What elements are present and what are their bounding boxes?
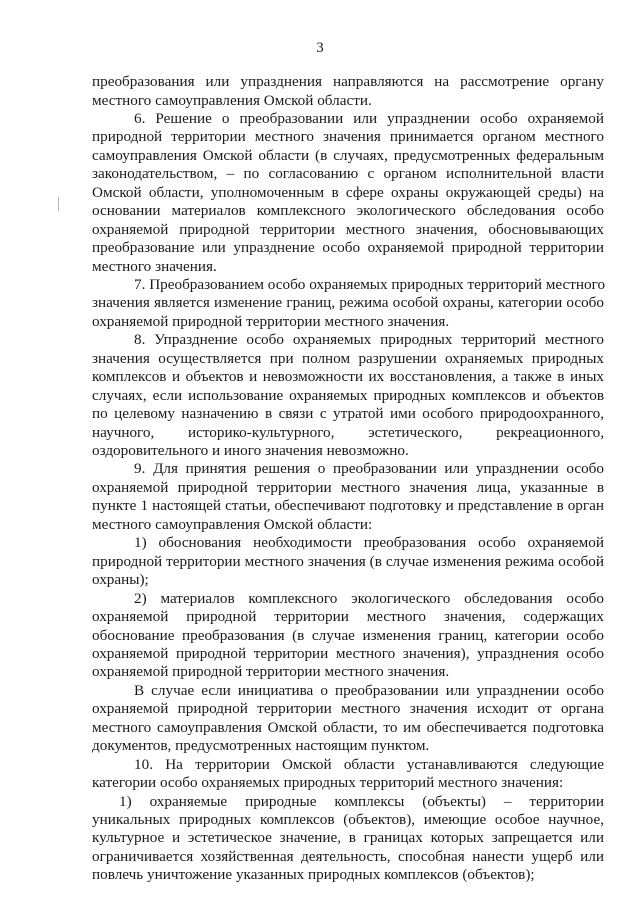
text-line: категории особо охраняемых природных территорий местного значения: [92,774,564,792]
text-line: охраняемой природной территории местного значения исходит от органа [92,700,604,718]
text-line: обоснование преобразования (в случае изменения границ, категории особо [92,626,604,644]
text-line: 2) материалов комплексного экологического обследования особо [134,589,604,607]
text-line: местного самоуправления Омской области: [92,515,373,533]
text-line: природной территории местного значения (в случае изменения режима особой [92,552,604,570]
text-line: самоуправления Омской области (в случаях, предусмотренных федеральным [92,146,604,164]
text-line: Омской области, уполномоченным в сфере охраны окружающей среды) на [92,183,604,201]
text-line: охраняемой природной территории местного значения, содержащих [92,608,604,625]
text-line: культурное и эстетическое значение, в границах которых запрещается или [92,829,604,847]
text-line: охраняемой природной территории местного значения, обосновывающих [92,220,604,238]
text-line: 9. Для принятия решения о преобразовании или упразднении особо [134,460,604,478]
text-line: оздоровительного и иного значения невозможно. [92,442,409,459]
text-line: охраняемой природной территории местного значения. [92,312,450,330]
text-line: значения осуществляется при полном разрушении охраняемых природных [92,349,604,367]
text-line: охраны); [92,571,149,589]
text-line: случаях, если использование охраняемых природных комплексов и объектов [92,386,604,404]
text-line: 1) обоснования необходимости преобразования особо охраняемой [134,534,604,552]
text-line: научного, историко-культурного, эстетического, рекреационного, [92,423,604,441]
text-line: по целевому назначению в связи с утратой ими особого природоохранного, [92,405,604,423]
text-line: значения является изменение границ, режима особой охраны, категории особо [92,294,604,312]
text-line: 7. Преобразованием особо охраняемых природных территорий местного [134,275,606,293]
text-line: 10. На территории Омской области устанавливаются следующие [134,755,604,773]
text-line: документов, предусмотренных настоящим пунктом. [92,737,430,755]
text-line: охраняемой природной территории местного значения), упразднения особо [92,644,604,662]
text-line: основании материалов комплексного экологического обследования особо [92,202,604,220]
text-line: ограничивается хозяйственная деятельность, способная нанести ущерб или [92,847,604,865]
text-line: В случае если инициатива о преобразовании или упразднении особо [134,681,604,699]
page-number: 3 [316,40,324,56]
text-line: уникальных природных комплексов (объектов), имеющие особое научное, [92,811,604,828]
text-line: местного самоуправления Омской области. [92,91,372,109]
text-line: 6. Решение о преобразовании или упразднении особо охраняемой [134,109,604,127]
text-line: преобразование или упразднение особо охраняемой природной территории [92,239,604,256]
text-line: 8. Упразднение особо охраняемых природных территорий местного [134,331,604,349]
text-line: преобразования или упразднения направляются на рассмотрение органу [92,73,604,90]
text-line: местного значения. [92,257,217,275]
text-line: природной территории местного значения принимается органом местного [92,128,604,146]
text-line: охраняемой природной территории местного значения. [92,663,450,681]
text-line: комплексов и объектов и невозможности их восстановления, а также в иных [92,368,604,386]
text-line: повлечь уничтожение указанных природных комплексов (объектов); [92,866,535,884]
text-line: местного самоуправления Омской области, то им обеспечивается подготовка [92,718,604,736]
text-line: охраняемой природной территории местного значения лица, указанные в [92,478,604,496]
text-line: законодательством, – по согласованию с органом исполнительной власти [92,165,604,183]
text-line: 1) охраняемые природные комплексы (объекты) – территории [119,792,604,810]
text-line: пункте 1 настоящей статьи, обеспечивают подготовку и представление в орган [92,497,604,515]
